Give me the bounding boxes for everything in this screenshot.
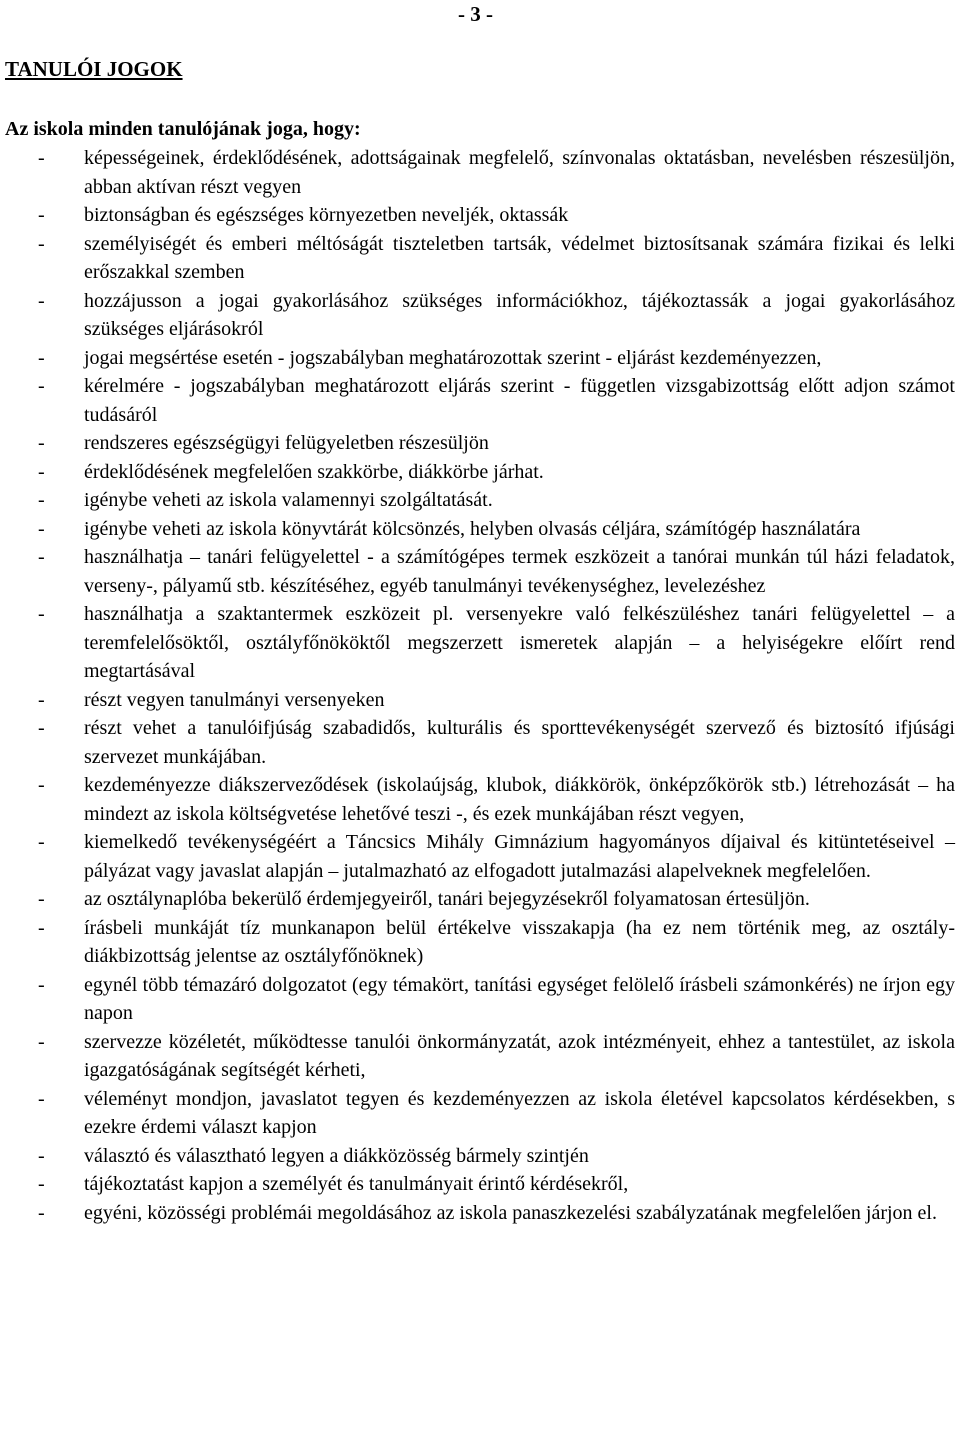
list-bullet: - [38,204,45,226]
intro-heading: Az iskola minden tanulójának joga, hogy: [5,118,361,140]
list-item-text: kezdeményezze diákszerveződések (iskolaújság, klubok, diákkörök, önképzőkörök stb.) létrehozását – ha mindezt az iskola költségvetése lehetővé teszi -, és ezek munkájában részt vegyen, [84,774,955,825]
list-item [0,144,955,201]
list-bullet: - [38,1201,45,1224]
list-item-text: használhatja a szaktantermek eszközeit pl. versenyekre való felkészüléshez tanári felügyelettel – a teremfelelősöktől, osztályfőnököktől megszerzett ismeretek alapján – a helyiségekre előírt rend megtartásával [84,603,955,682]
list-item-text: rendszeres egészségügyi felügyeletben részesüljön [84,432,489,454]
list-bullet: - [38,717,45,739]
list-item-text: igénybe veheti az iskola könyvtárát kölcsönzés, helyben olvasás céljára, számítógép használatára [84,517,861,540]
list-item-text: az osztálynaplóba bekerülő érdemjegyeiről, tanári bejegyzésekről folyamatosan értesüljön. [84,888,810,910]
list-bullet: - [38,1030,45,1053]
list-item-text: kérelmére - jogszabályban meghatározott eljárás szerint - független vizsgabizottság előtt adjon számot tudásáról [84,375,955,426]
list-item [0,971,955,1028]
list-item-text: egyéni, közösségi problémái megoldásához az iskola panaszkezelési szabályzatának megfelelően járjon el. [84,1201,937,1224]
list-bullet: - [38,916,45,939]
list-bullet: - [38,346,45,369]
list-bullet: - [38,489,45,511]
list-item-text: személyiségét és emberi méltóságát tiszteletben tartsák, védelmet biztosítsanak számára fizikai és lelki erőszakkal szemben [84,232,955,283]
list-item-text: hozzájusson a jogai gyakorlásához szükséges információkhoz, tájékoztassák a jogai gyakorlásához szükséges eljárásokról [84,289,955,340]
list-item-text: írásbeli munkáját tíz munkanapon belül értékelve visszakapja (ha ez nem történik meg, az osztály-diákbizottság jelentse az osztályfőnöknek) [84,916,955,967]
list-bullet: - [38,1087,45,1110]
list-item [0,1170,955,1199]
list-item [0,1142,955,1171]
list-item-text: képességeinek, érdeklődésének, adottságainak megfelelő, színvonalas oktatásban, nevelésben részesüljön, abban aktívan részt vegyen [84,147,955,198]
list-item [0,1199,955,1228]
list-bullet: - [38,546,45,568]
list-item [0,458,955,487]
list-item [0,486,955,515]
list-item [0,429,955,458]
list-item-text: választó és választható legyen a diákközösség bármely szintjén [84,1144,589,1167]
list-item [0,771,955,828]
list-bullet: - [38,375,45,397]
list-item [0,230,955,287]
list-item-text: jogai megsértése esetén - jogszabályban meghatározottak szerint - eljárást kezdeményezzen, [84,346,822,369]
list-item [0,714,955,771]
list-bullet: - [38,1173,45,1195]
list-bullet: - [38,888,45,910]
list-item [0,372,955,429]
list-item [0,543,955,600]
list-item [0,600,955,686]
list-item-text: szervezze közéletét, működtesse tanulói önkormányzatát, azok intézményeit, ehhez a tantestület, az iskola igazgatóságának segítségét kérheti, [84,1030,955,1081]
list-item [0,287,955,344]
list-item [0,344,955,373]
list-item-text: érdeklődésének megfelelően szakkörbe, diákkörbe járhat. [84,460,544,483]
list-bullet: - [38,688,45,711]
list-bullet: - [38,831,45,853]
list-item [0,1028,955,1085]
list-item [0,201,955,230]
list-item [0,686,955,715]
list-bullet: - [38,460,45,483]
rights-list [0,144,955,1227]
list-item [0,914,955,971]
list-bullet: - [38,147,45,169]
list-item-text: kiemelkedő tevékenységéért a Táncsics Mihály Gimnázium hagyományos díjaival és kitüntetéseivel – pályázat vagy javaslat alapján – jutalmazható az elfogadott jutalmazási alapelveknek megfelelően. [84,831,955,882]
list-item-text: részt vehet a tanulóifjúság szabadidős, kulturális és sporttevékenységét szervező és biztosító ifjúsági szervezet munkájában. [84,717,955,768]
page-number: - 3 - [458,2,493,26]
list-bullet: - [38,432,45,454]
list-bullet: - [38,289,45,312]
list-item [0,885,955,914]
list-item [0,1085,955,1142]
list-bullet: - [38,232,45,255]
list-item [0,828,955,885]
list-bullet: - [38,1144,45,1167]
list-bullet: - [38,603,45,625]
list-item [0,515,955,544]
list-item-text: igénybe veheti az iskola valamennyi szolgáltatását. [84,489,493,511]
list-item-text: használhatja – tanári felügyelettel - a számítógépes termek eszközeit a tanórai munkán túl házi feladatok, verseny-, pályamű stb. készítéséhez, egyéb tanulmányi tevékenységhez, levelezéshez [84,546,955,597]
section-title: TANULÓI JOGOK [5,57,183,81]
list-item-text: tájékoztatást kapjon a személyét és tanulmányait érintő kérdésekről, [84,1173,629,1195]
list-bullet: - [38,774,45,796]
list-item-text: véleményt mondjon, javaslatot tegyen és kezdeményezzen az iskola életével kapcsolatos kérdésekben, s ezekre érdemi választ kapjon [84,1087,955,1138]
list-item-text: egynél több témazáró dolgozatot (egy témakört, tanítási egységet felölelő írásbeli számonkérés) ne írjon egy napon [84,973,955,1024]
list-bullet: - [38,517,45,540]
list-item-text: részt vegyen tanulmányi versenyeken [84,688,385,711]
list-bullet: - [38,973,45,996]
list-item-text: biztonságban és egészséges környezetben neveljék, oktassák [84,204,569,226]
